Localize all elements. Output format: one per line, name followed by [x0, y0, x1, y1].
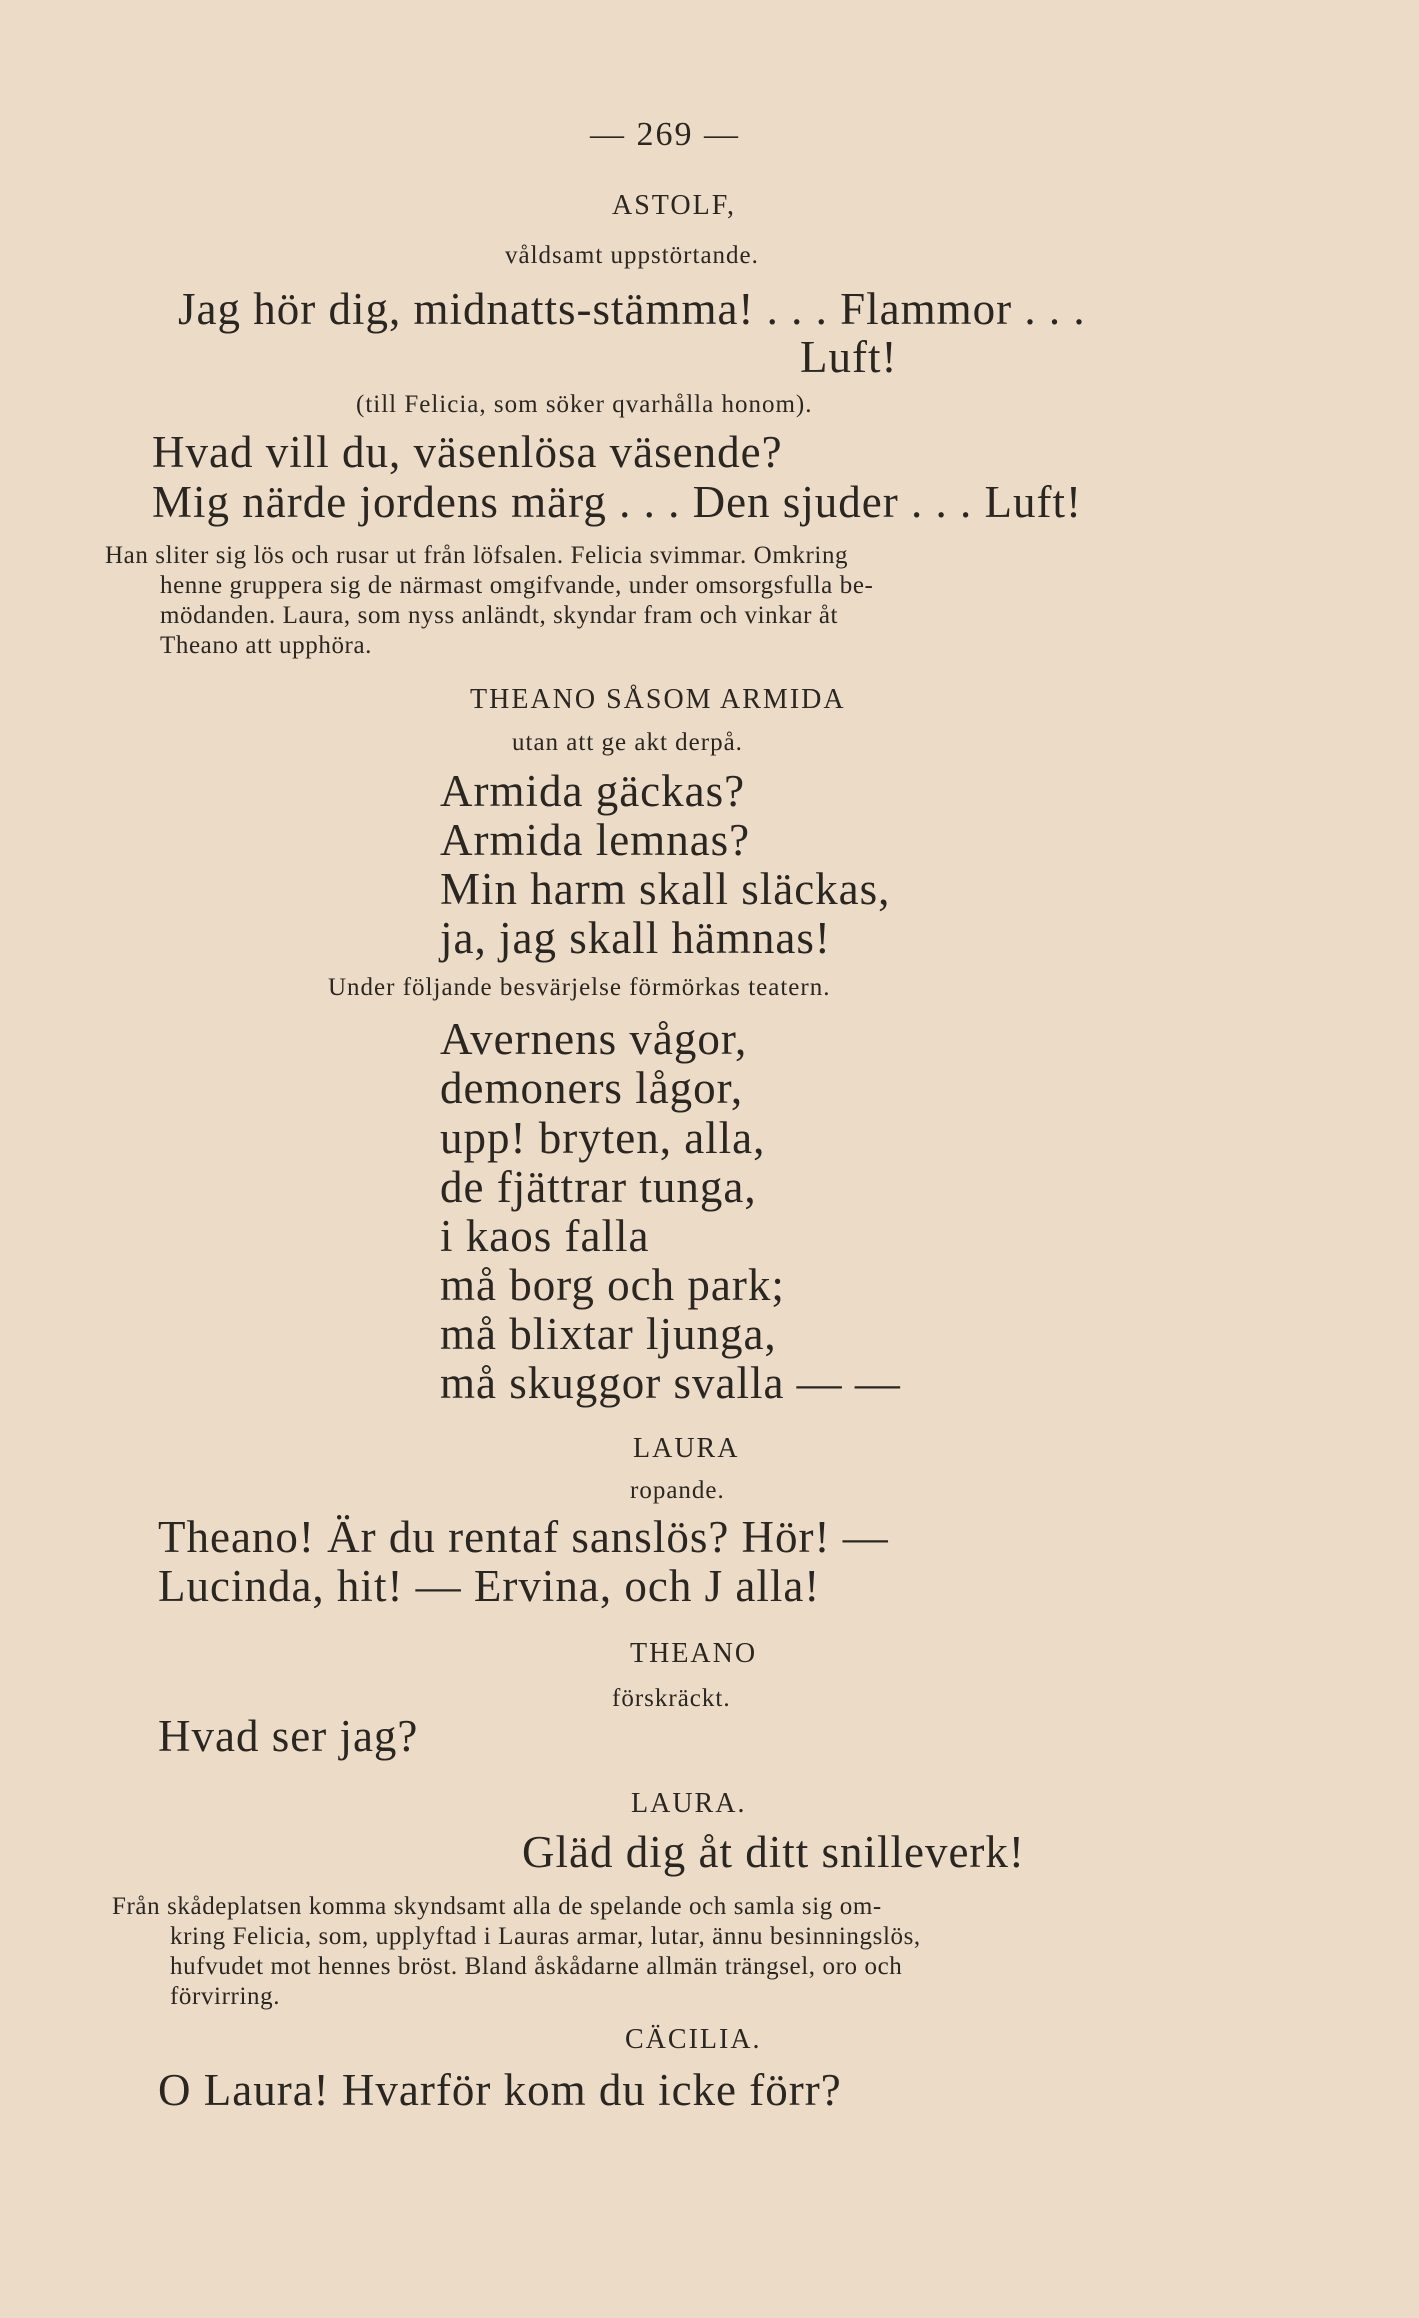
- verse-line: må blixtar ljunga,: [440, 1309, 777, 1359]
- verse-line: O Laura! Hvarför kom du icke förr?: [158, 2065, 842, 2115]
- page-number: — 269 —: [590, 116, 740, 153]
- stage-direction-line: förvirring.: [170, 1983, 281, 2010]
- speaker-name: CÄCILIA.: [625, 2024, 762, 2055]
- verse-line: Mig närde jordens märg . . . Den sjuder . . . Luft!: [152, 477, 1082, 527]
- speaker-name: THEANO SÅSOM ARMIDA: [470, 684, 846, 715]
- verse-line: demoners lågor,: [440, 1063, 744, 1113]
- speaker-direction: utan att ge akt derpå.: [512, 729, 743, 756]
- stage-direction-line: henne gruppera sig de närmast omgifvande, under omsorgsfulla be-: [160, 572, 874, 599]
- verse-line: Gläd dig åt ditt snilleverk!: [522, 1827, 1025, 1877]
- verse-line: Lucinda, hit! — Ervina, och J alla!: [158, 1561, 821, 1611]
- speaker-name: THEANO: [630, 1638, 758, 1669]
- stage-direction-line: hufvudet mot hennes bröst. Bland åskådarne allmän trängsel, oro och: [170, 1953, 903, 1980]
- speaker-name: LAURA: [633, 1433, 740, 1464]
- verse-line: Theano! Är du rentaf sanslös? Hör! —: [158, 1512, 889, 1562]
- verse-line: Jag hör dig, midnatts-stämma! . . . Flammor . . .: [178, 284, 1086, 334]
- speaker-direction: förskräckt.: [612, 1685, 731, 1712]
- speaker-name: LAURA.: [631, 1788, 747, 1819]
- stage-direction-line: mödanden. Laura, som nyss anländt, skyndar fram och vinkar åt: [160, 602, 839, 629]
- stage-direction-line: kring Felicia, som, upplyftad i Lauras armar, lutar, ännu besinningslös,: [170, 1923, 921, 1950]
- stage-direction-line: Från skådeplatsen komma skyndsamt alla de spelande och samla sig om-: [112, 1893, 882, 1920]
- verse-line: Armida lemnas?: [440, 815, 751, 865]
- speaker-direction: (till Felicia, som söker qvarhålla honom).: [356, 391, 813, 418]
- verse-line: må borg och park;: [440, 1260, 785, 1310]
- verse-line: ja, jag skall hämnas!: [440, 913, 831, 963]
- speaker-direction: Under följande besvärjelse förmörkas teatern.: [328, 974, 831, 1001]
- stage-direction-line: Han sliter sig lös och rusar ut från löfsalen. Felicia svimmar. Omkring: [105, 542, 849, 569]
- verse-line: Avernens vågor,: [440, 1014, 748, 1064]
- verse-line: Armida gäckas?: [440, 766, 746, 816]
- verse-line: Hvad ser jag?: [158, 1711, 419, 1761]
- verse-line: upp! bryten, alla,: [440, 1113, 766, 1163]
- speaker-direction: våldsamt uppstörtande.: [505, 242, 759, 269]
- verse-line: må skuggor svalla — —: [440, 1358, 901, 1408]
- verse-line: Min harm skall släckas,: [440, 864, 891, 914]
- verse-line: i kaos falla: [440, 1211, 650, 1261]
- verse-line: Luft!: [800, 332, 898, 382]
- verse-line: de fjättrar tunga,: [440, 1162, 757, 1212]
- stage-direction-line: Theano att upphöra.: [160, 632, 373, 659]
- speaker-direction: ropande.: [630, 1477, 725, 1504]
- verse-line: Hvad vill du, väsenlösa väsende?: [152, 427, 783, 477]
- speaker-name: ASTOLF,: [612, 190, 737, 221]
